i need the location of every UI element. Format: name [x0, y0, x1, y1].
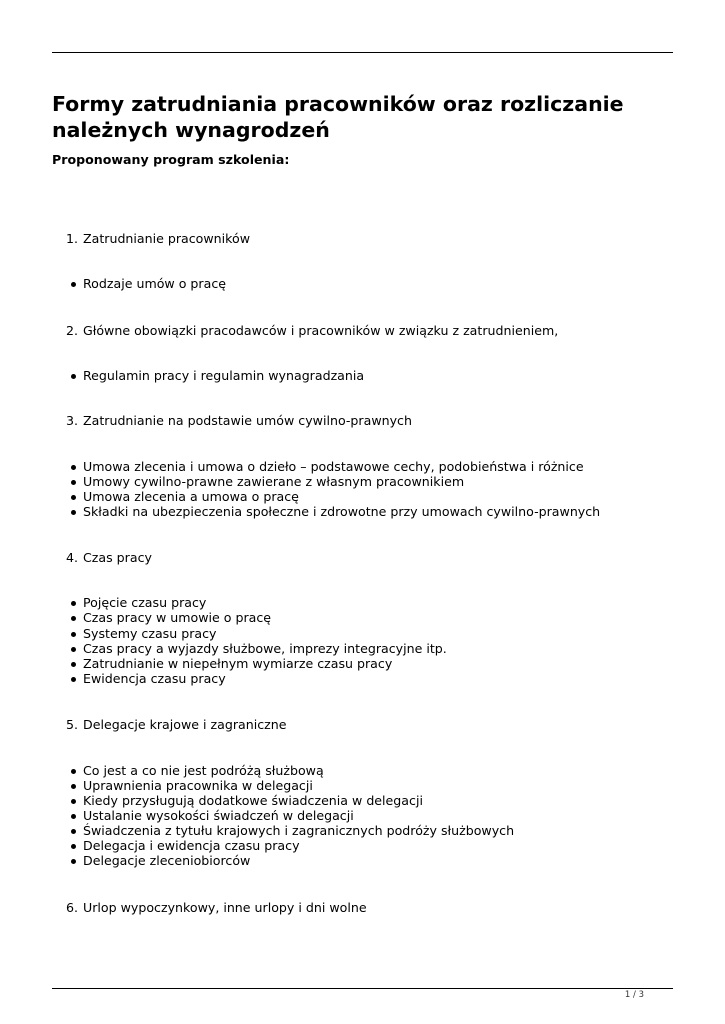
item-text: Urlop wypoczynkowy, inne urlopy i dni wolne	[83, 900, 367, 915]
item-text: Zatrudnianie pracowników	[83, 231, 251, 246]
item-number: 2.	[66, 323, 79, 338]
bullet-item	[83, 595, 206, 610]
bullet-icon	[71, 662, 76, 667]
bullet-icon	[71, 616, 76, 621]
bullet-item	[83, 459, 584, 474]
bullet-icon	[71, 784, 76, 789]
item-text: Delegacja i ewidencja czasu pracy	[83, 838, 300, 853]
bullet-icon	[71, 829, 76, 834]
item-text: Umowy cywilno-prawne zawierane z własnym pracownikiem	[83, 474, 465, 489]
bullet-icon	[71, 814, 76, 819]
header-rule	[52, 52, 673, 53]
bullet-item	[83, 671, 226, 686]
item-number: 4.	[66, 550, 79, 565]
bullet-item	[83, 610, 271, 625]
numbered-item-1	[66, 231, 251, 246]
bullet-icon	[71, 510, 76, 515]
bullet-icon	[71, 859, 76, 864]
bullet-icon	[71, 799, 76, 804]
item-text: Składki na ubezpieczenia społeczne i zdrowotne przy umowach cywilno-prawnych	[83, 504, 601, 519]
bullet-item	[83, 489, 299, 504]
item-text: Regulamin pracy i regulamin wynagradzania	[83, 368, 365, 383]
page-number: 1 / 3	[624, 990, 644, 1000]
item-text: Rodzaje umów o pracę	[83, 276, 226, 291]
item-text: Umowa zlecenia a umowa o pracę	[83, 489, 299, 504]
bullet-item	[83, 368, 364, 383]
bullet-item	[83, 276, 226, 291]
item-text: Umowa zlecenia i umowa o dzieło – podstawowe cechy, podobieństwa i różnice	[83, 459, 584, 474]
bullet-item	[83, 626, 216, 641]
bullet-icon	[71, 465, 76, 470]
footer-rule	[52, 988, 673, 989]
item-text: Pojęcie czasu pracy	[83, 595, 207, 610]
bullet-icon	[71, 374, 76, 379]
bullet-item	[83, 504, 600, 519]
bullet-icon	[71, 282, 76, 287]
bullet-icon	[71, 495, 76, 500]
bullet-icon	[71, 601, 76, 606]
item-text: Zatrudnianie na podstawie umów cywilno-prawnych	[83, 413, 412, 428]
bullet-item	[83, 853, 250, 868]
numbered-item-6	[66, 900, 367, 915]
item-text: Co jest a co nie jest podróżą służbową	[83, 763, 324, 778]
bullet-item	[83, 793, 423, 808]
document-subtitle: Proponowany program szkolenia:	[52, 152, 290, 167]
item-text: Czas pracy w umowie o pracę	[83, 610, 272, 625]
bullet-icon	[71, 480, 76, 485]
bullet-icon	[71, 769, 76, 774]
item-text: Delegacje zleceniobiorców	[83, 853, 251, 868]
numbered-item-3	[66, 413, 412, 428]
item-text: Świadczenia z tytułu krajowych i zagranicznych podróży służbowych	[83, 823, 515, 838]
item-text: Ustalanie wysokości świadczeń w delegacji	[83, 808, 354, 823]
item-text: Systemy czasu pracy	[83, 626, 217, 641]
numbered-item-5	[66, 717, 287, 732]
bullet-icon	[71, 677, 76, 682]
item-text: Delegacje krajowe i zagraniczne	[83, 717, 287, 732]
bullet-item	[83, 808, 354, 823]
bullet-item	[83, 838, 300, 853]
item-text: Ewidencja czasu pracy	[83, 671, 226, 686]
item-number: 6.	[66, 900, 79, 915]
bullet-item	[83, 641, 447, 656]
item-text: Zatrudnianie w niepełnym wymiarze czasu pracy	[83, 656, 393, 671]
item-text: Główne obowiązki pracodawców i pracowników w związku z zatrudnieniem,	[83, 323, 559, 338]
bullet-icon	[71, 647, 76, 652]
document-title: Formy zatrudniania pracowników oraz rozliczanie należnych wynagrodzeń	[52, 92, 624, 142]
item-number: 1.	[66, 231, 79, 246]
item-text: Czas pracy a wyjazdy służbowe, imprezy integracyjne itp.	[83, 641, 447, 656]
numbered-item-4	[66, 550, 152, 565]
bullet-item	[83, 656, 392, 671]
bullet-icon	[71, 632, 76, 637]
item-number: 5.	[66, 717, 79, 732]
bullet-item	[83, 763, 324, 778]
item-text: Uprawnienia pracownika w delegacji	[83, 778, 313, 793]
bullet-icon	[71, 844, 76, 849]
bullet-item	[83, 823, 514, 838]
item-text: Czas pracy	[83, 550, 152, 565]
item-text: Kiedy przysługują dodatkowe świadczenia w delegacji	[83, 793, 423, 808]
item-number: 3.	[66, 413, 79, 428]
bullet-item	[83, 778, 313, 793]
numbered-item-2	[66, 323, 559, 338]
bullet-item	[83, 474, 464, 489]
